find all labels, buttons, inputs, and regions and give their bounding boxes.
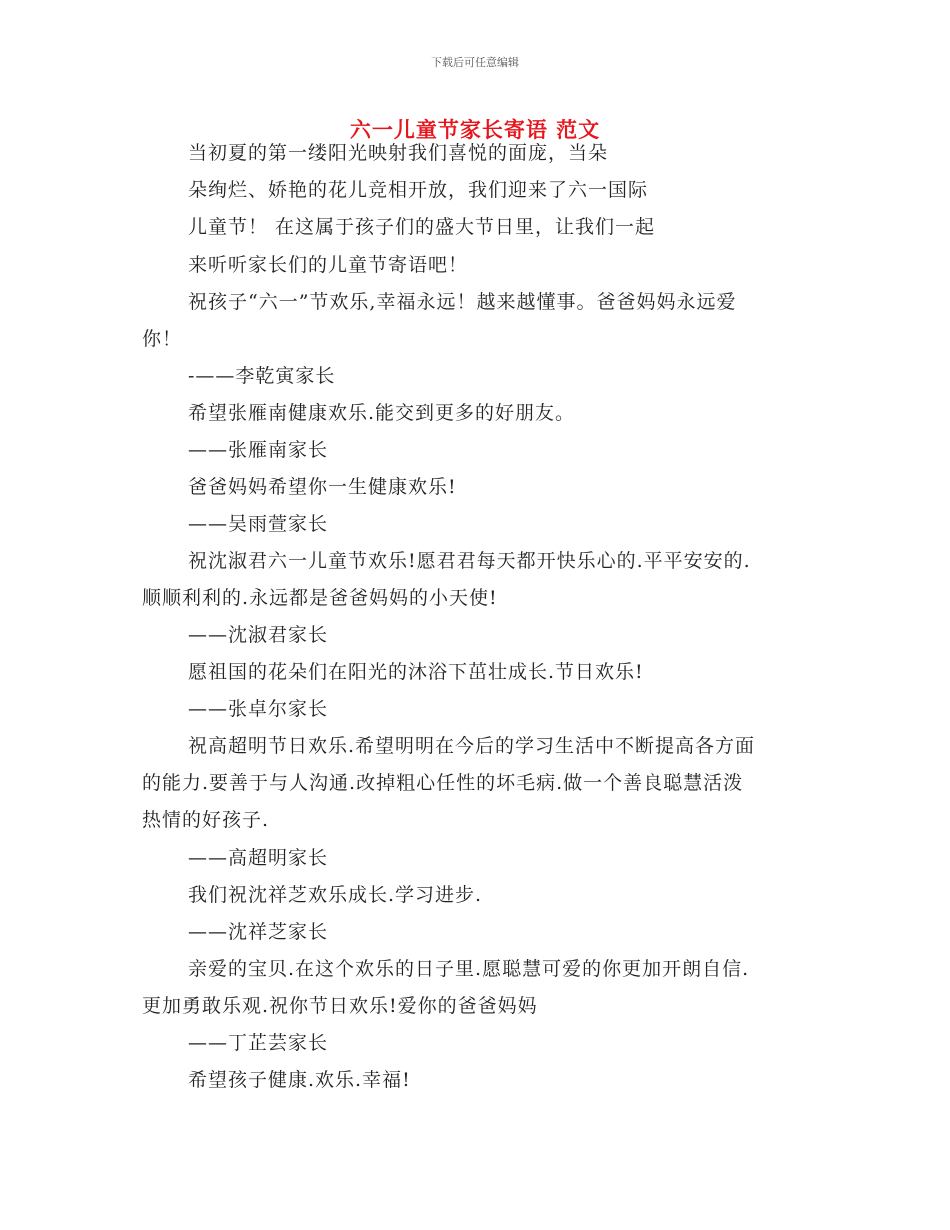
paragraph-line: 热情的好孩子. (142, 809, 270, 831)
paragraph-line: 爸爸妈妈希望你一生健康欢乐! (188, 476, 457, 498)
paragraph-line: 祝沈淑君六一儿童节欢乐!愿君君每天都开快乐心的.平平安安的. (188, 550, 751, 572)
paragraph-line: 朵绚烂、娇艳的花儿竞相开放，我们迎来了六一国际 (188, 179, 649, 201)
paragraph-line: 希望孩子健康.欢乐.幸福! (188, 1069, 411, 1091)
paragraph-line: 愿祖国的花朵们在阳光的沐浴下茁壮成长.节日欢乐! (188, 661, 644, 683)
signature-line: ——丁芷芸家长 (188, 1032, 329, 1054)
paragraph-line: 你！ (142, 328, 183, 350)
signature-line: -——李乾寅家长 (188, 365, 336, 387)
paragraph-line: 祝孩子“六一”节欢乐,幸福永远！越来越懂事。爸爸妈妈永远爱 (188, 291, 737, 313)
paragraph-line: 更加勇敢乐观.祝你节日欢乐!爱你的爸爸妈妈 (142, 995, 538, 1017)
paragraph-line: 祝高超明节日欢乐.希望明明在今后的学习生活中不断提高各方面 (188, 735, 756, 757)
signature-line: ——沈淑君家长 (188, 624, 329, 646)
paragraph-line: 当初夏的第一缕阳光映射我们喜悦的面庞，当朵 (188, 142, 609, 164)
document-title: 六一儿童节家长寄语 范文 (349, 118, 601, 142)
page-header: 下载后可任意编辑 (431, 56, 519, 69)
paragraph-line: 儿童节！ 在这属于孩子们的盛大节日里，让我们一起 (188, 216, 656, 238)
paragraph-line: 顺顺利利的.永远都是爸爸妈妈的小天使! (142, 587, 498, 609)
paragraph-line: 我们祝沈祥芝欢乐成长.学习进步. (188, 884, 483, 906)
paragraph-line: 亲爱的宝贝.在这个欢乐的日子里.愿聪慧可爱的你更加开朗自信. (188, 958, 750, 980)
signature-line: ——张雁南家长 (188, 439, 329, 461)
signature-line: ——高超明家长 (188, 847, 329, 869)
signature-line: ——吴雨萱家长 (188, 513, 329, 535)
paragraph-line: 来听听家长们的儿童节寄语吧！ (188, 254, 469, 276)
signature-line: ——沈祥芝家长 (188, 921, 329, 943)
signature-line: ——张卓尔家长 (188, 698, 329, 720)
paragraph-line: 的能力.要善于与人沟通.改掉粗心任性的坏毛病.做一个善良聪慧活泼 (142, 772, 744, 794)
paragraph-line: 希望张雁南健康欢乐.能交到更多的好朋友。 (188, 402, 576, 424)
